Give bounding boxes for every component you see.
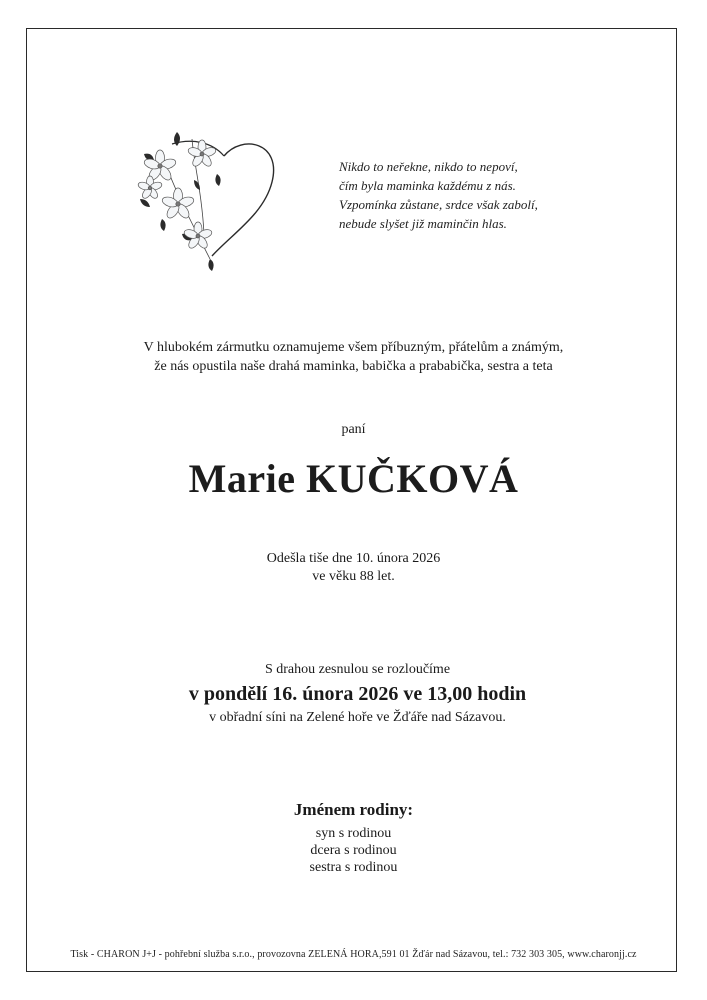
family-member: dcera s rodinou [310,843,397,858]
passing-age: ve věku 88 let. [312,569,395,584]
poem-line: čím byla maminka každému z nás. [339,178,516,193]
family-signature [0,799,707,876]
announcement-line: V hlubokém zármutku oznamujeme všem příbuzným, přátelům a známým, [143,340,564,355]
announcement [0,338,707,376]
passing-info [0,550,707,586]
poem-line: nebude slyšet již maminčin hlas. [339,216,507,231]
passing-date: Odešla tiše dne 10. února 2026 [266,551,441,566]
deceased-name: Marie KUČKOVÁ [188,456,519,501]
announcement-line: že nás opustila naše drahá maminka, babička a prababička, sestra a teta [154,359,553,374]
poem-line: Vzpomínka zůstane, srdce však zabolí, [339,197,538,212]
deceased-title: paní [341,422,366,437]
funeral-datetime: v pondělí 16. února 2026 ve 13,00 hodin [188,683,527,705]
family-member: syn s rodinou [315,826,392,841]
poem [339,157,639,233]
printer-footer: Tisk - CHARON J+J - pohřební služba s.r.o., provozovna ZELENÁ HORA,591 01 Žďár nad Sázavou, tel.: 732 303 305, www.charonjj.cz [70,949,637,960]
funeral-info [0,660,707,727]
funeral-place: v obřadní síni na Zelené hoře ve Žďáře nad Sázavou. [209,710,506,725]
flower-heart-icon [132,124,282,279]
poem-line: Nikdo to neřekne, nikdo to nepoví, [339,159,518,174]
family-member: sestra s rodinou [309,860,398,875]
family-heading: Jménem rodiny: [293,800,414,819]
funeral-intro: S drahou zesnulou se rozloučíme [264,662,451,677]
